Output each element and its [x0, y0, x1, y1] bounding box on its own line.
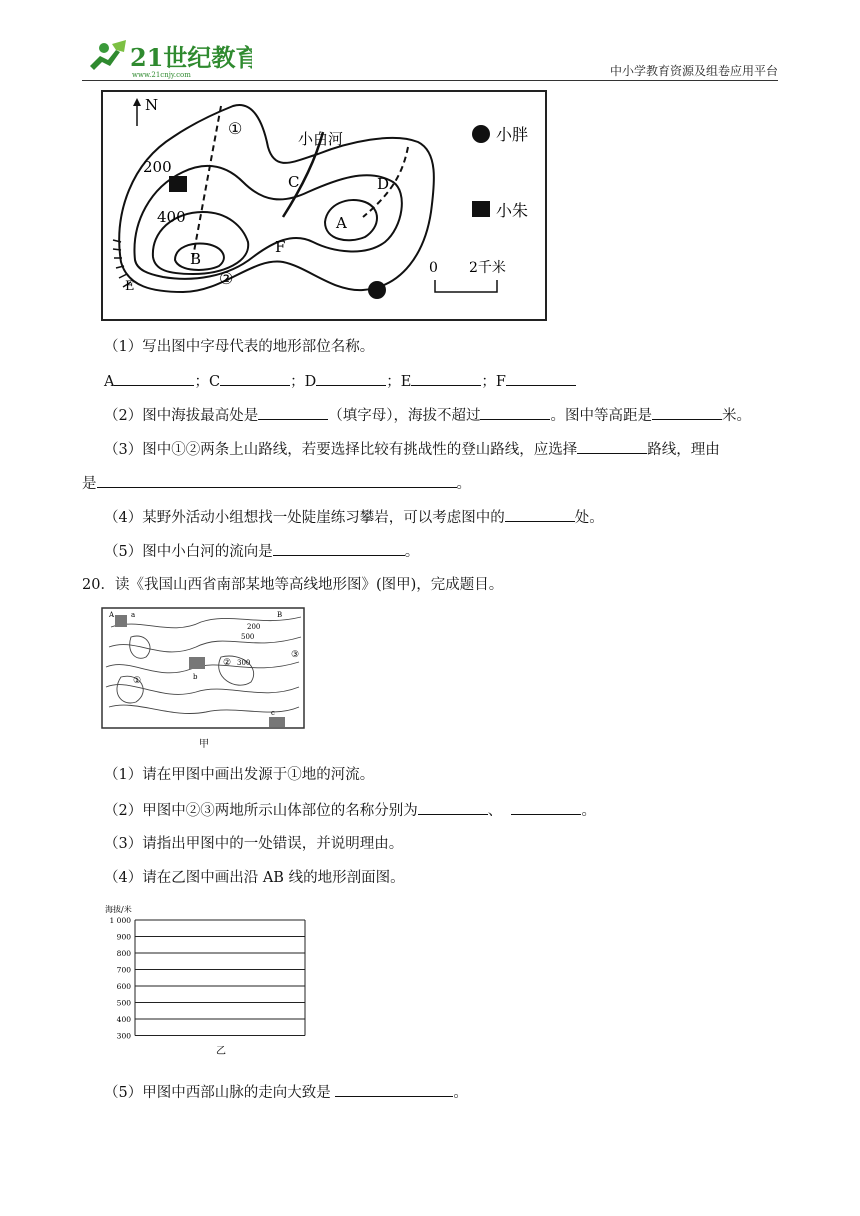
- q20-part2: （2）甲图中②③两地所示山体部位的名称分别为 、 。: [104, 800, 596, 821]
- y-tick-label: 700: [116, 965, 131, 975]
- scale-zero: 0: [429, 260, 438, 276]
- svg-text:300: 300: [237, 659, 251, 667]
- scale-2km: 2千米: [469, 260, 506, 276]
- q19-part4: （4）某野外活动小组想找一处陡崖练习攀岩，可以考虑图中的 处。: [104, 507, 604, 528]
- legend-circle-icon: [472, 125, 490, 143]
- site-logo: [82, 36, 252, 80]
- figure-jia: [101, 607, 305, 750]
- q19-part1: （1）写出图中字母代表的地形部位名称。: [104, 339, 375, 355]
- point-d: D: [377, 175, 390, 193]
- river-label: 小白河: [298, 130, 344, 148]
- svg-text:①: ①: [133, 676, 142, 686]
- svg-text:200: 200: [247, 623, 261, 631]
- figure-yi-profile-grid: [101, 902, 311, 1062]
- q20-title: 20．读《我国山西省南部某地等高线地形图》(图甲)，完成题目。: [82, 577, 504, 593]
- svg-text:A: A: [109, 611, 115, 619]
- y-tick-label: 1 000: [109, 916, 131, 925]
- svg-text:②: ②: [223, 658, 232, 668]
- q19-part3: （3）图中①②两条上山路线，若要选择比较有挑战性的登山路线，应选择 路线，理由: [104, 439, 720, 460]
- q19-part3-reason: 是 。: [82, 473, 471, 494]
- q19-part1-answers: A ；C ；D ；E ；F: [104, 371, 576, 392]
- y-tick-label: 600: [116, 982, 131, 991]
- point-f: F: [275, 238, 286, 256]
- y-tick-label: 800: [116, 949, 131, 958]
- y-tick-label: 300: [116, 1031, 131, 1041]
- q19-part5: （5）图中小白河的流向是 。: [104, 541, 419, 562]
- north-label: N: [145, 96, 159, 114]
- svg-text:b: b: [193, 673, 198, 681]
- settlement-c-icon: [269, 717, 285, 727]
- y-tick-label: 400: [116, 1015, 131, 1024]
- svg-text:500: 500: [241, 633, 255, 641]
- svg-text:c: c: [271, 709, 275, 717]
- point-a: A: [336, 214, 347, 232]
- runner-icon: [90, 40, 126, 70]
- logo-url: www.21cnjy.com: [132, 71, 191, 79]
- legend-xiaopang: 小胖: [496, 125, 529, 144]
- y-tick-label: 500: [116, 998, 131, 1008]
- settlement-b-icon: [189, 657, 205, 669]
- contour-map-figure: [101, 90, 547, 321]
- q19-part2: （2）图中海拔最高处是 （填字母），海拔不超过 。图中等高距是 米。: [104, 405, 751, 426]
- logo-text: 21世纪教育: [130, 43, 252, 72]
- route2-label: ②: [219, 269, 234, 288]
- fig-jia-caption: 甲: [199, 739, 209, 750]
- settlement-a-icon: [115, 615, 127, 627]
- xiaozhu-marker: [169, 176, 187, 192]
- fig-yi-caption: 乙: [216, 1046, 226, 1057]
- xiaopang-marker: [368, 281, 386, 299]
- contour-400-label: 400: [157, 208, 186, 226]
- svg-text:③: ③: [291, 650, 300, 660]
- svg-text:B: B: [277, 611, 283, 619]
- platform-name: 中小学教育资源及组卷应用平台: [609, 64, 778, 78]
- header-divider: [82, 80, 778, 81]
- q20-part3: （3）请指出甲图中的一处错误，并说明理由。: [104, 836, 404, 852]
- legend-square-icon: [472, 201, 490, 217]
- q20-part4: （4）请在乙图中画出沿 AB 线的地形剖面图。: [104, 870, 405, 886]
- yi-ylabel: 海拔/米: [105, 905, 132, 914]
- q20-part5: （5）甲图中西部山脉的走向大致是 。: [104, 1082, 468, 1103]
- point-e: E: [125, 279, 135, 294]
- y-tick-label: 900: [116, 932, 131, 942]
- contour-200-label: 200: [143, 158, 172, 176]
- legend-xiaozhu: 小朱: [496, 201, 529, 220]
- point-c: C: [288, 173, 300, 191]
- svg-text:a: a: [131, 611, 136, 619]
- q20-part1: （1）请在甲图中画出发源于①地的河流。: [104, 767, 375, 783]
- route1-label: ①: [228, 119, 243, 138]
- point-b: B: [190, 250, 202, 268]
